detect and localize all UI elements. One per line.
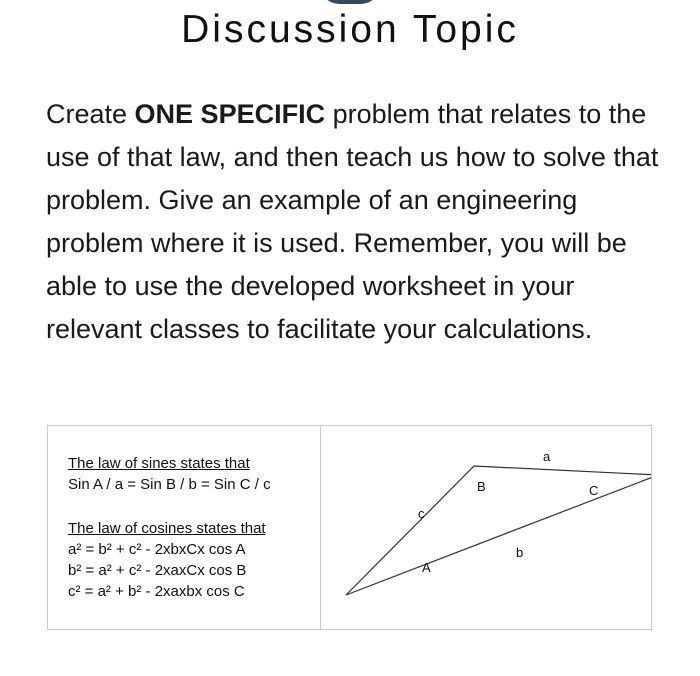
page-title: Discussion Topic [181,8,519,51]
law-of-cosines-formula-a: a² = b² + c² - 2xbxCx cos A [68,541,246,558]
side-c-label: c [418,506,425,521]
prompt-lead: Create [46,99,135,129]
triangle-diagram [321,426,651,629]
law-of-cosines-formula-c: c² = a² + b² - 2xaxbx cos C [68,583,245,600]
angle-b-label: B [477,479,486,494]
prompt-emphasis: ONE SPECIFIC [134,99,326,129]
side-a-label: a [543,449,551,464]
spacer [68,495,271,518]
law-of-sines-heading: The law of sines states that [68,455,250,472]
triangle-shape [346,466,651,595]
law-of-cosines-formula-b: b² = a² + c² - 2xaxCx cos B [68,562,247,579]
law-of-cosines-heading: The law of cosines states that [68,520,266,537]
angle-c-label: C [589,483,599,498]
law-of-sines-formula: Sin A / a = Sin B / b = Sin C / c [68,476,271,493]
discussion-prompt [46,93,676,351]
side-b-label: b [516,545,524,560]
law-formulas [68,453,271,602]
prompt-rest: problem that relates to the use of that law, and then teach us how to solve that problem. Give an example of an engineering problem where it is used. Remember, you will be able to use the developed worksheet in your relevant classes to facilitate your calculations. [46,99,659,344]
worksheet-figure [47,425,652,630]
angle-a-label: A [422,560,431,575]
